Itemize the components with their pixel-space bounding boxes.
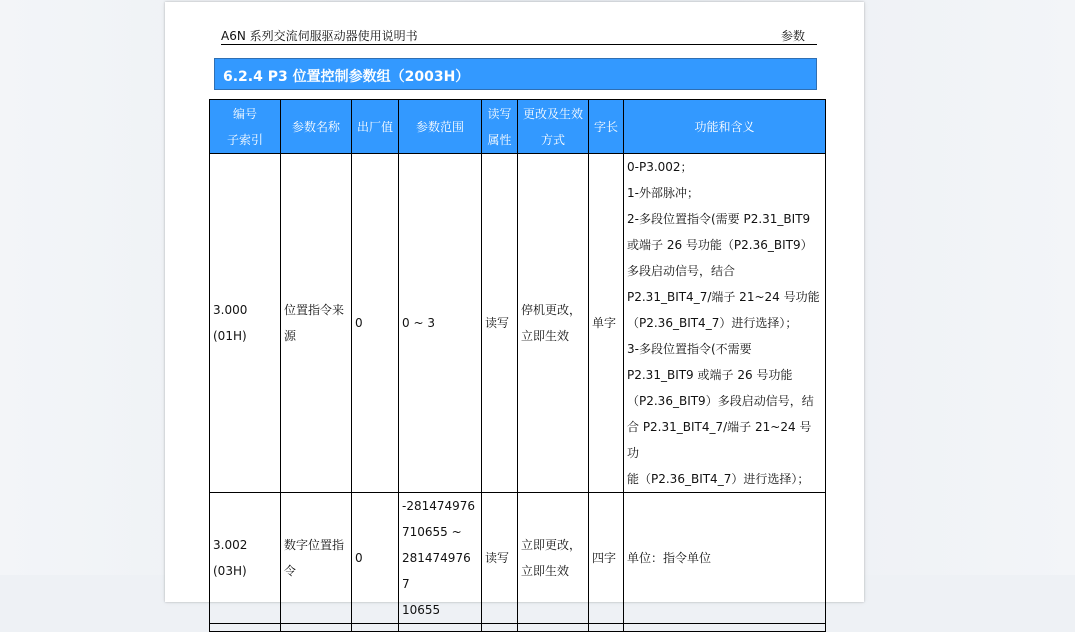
cell-access: 读写 [482, 154, 518, 493]
header-code: 编号 子索引 [210, 100, 281, 154]
header-effect: 更改及生效 方式 [518, 100, 589, 154]
header-range: 参数范围 [399, 100, 482, 154]
cell-default: 0 [352, 154, 399, 493]
header-size: 字长 [589, 100, 624, 154]
running-header [221, 27, 817, 45]
parameter-table [209, 99, 826, 632]
cell-function: 单位：指令单位 [624, 493, 826, 624]
cell-code: 3.002 (03H) [210, 493, 281, 624]
header-name: 参数名称 [281, 100, 352, 154]
document-page [165, 2, 864, 617]
cell-range: -281474976 710655 ~ 2814749767 10655 [399, 493, 482, 624]
document-title: A6N 系列交流伺服驱动器使用说明书 [221, 29, 418, 43]
cell-range: 0 ~ 3 [399, 154, 482, 493]
cell-size: 四字 [589, 493, 624, 624]
table-header-row [210, 100, 826, 154]
cell-default: 0 [352, 493, 399, 624]
cell-effect: 停机更改， 立即生效 [518, 154, 589, 493]
cell-access: 读写 [482, 493, 518, 624]
cell-function: 0-P3.002； 1-外部脉冲； 2-多段位置指令(需要 P2.31_BIT9 或端子 26 号功能（P2.36_BIT9） 多段启动信号，结合 P2.31_BIT4_7/端子 21~24 号功能 （P2.36_BIT4_7）进行选择）； 3-多段位置指令(不需要 P2.31_BIT9 或端子 26 号功能 （P2.36_BIT9）多段启动信号，结 合 P2.31_BIT4_7/端子 21~24 号功 能（P2.36_BIT4_7）进行选择）； [624, 154, 826, 493]
cell-effect: 立即更改， 立即生效 [518, 493, 589, 624]
cell-code: 3.000 (01H) [210, 154, 281, 493]
header-access: 读写 属性 [482, 100, 518, 154]
header-default: 出厂值 [352, 100, 399, 154]
cell-name: 位置指令来 源 [281, 154, 352, 493]
table-row [210, 154, 826, 493]
header-function: 功能和含义 [624, 100, 826, 154]
table-row [210, 493, 826, 624]
section-title: 6.2.4 P3 位置控制参数组（2003H） [223, 69, 470, 85]
table-row-partial [210, 624, 826, 632]
section-heading-bar [214, 58, 817, 90]
cell-size: 单字 [589, 154, 624, 493]
chapter-title: 参数 [780, 29, 805, 43]
cell-name: 数字位置指 令 [281, 493, 352, 624]
